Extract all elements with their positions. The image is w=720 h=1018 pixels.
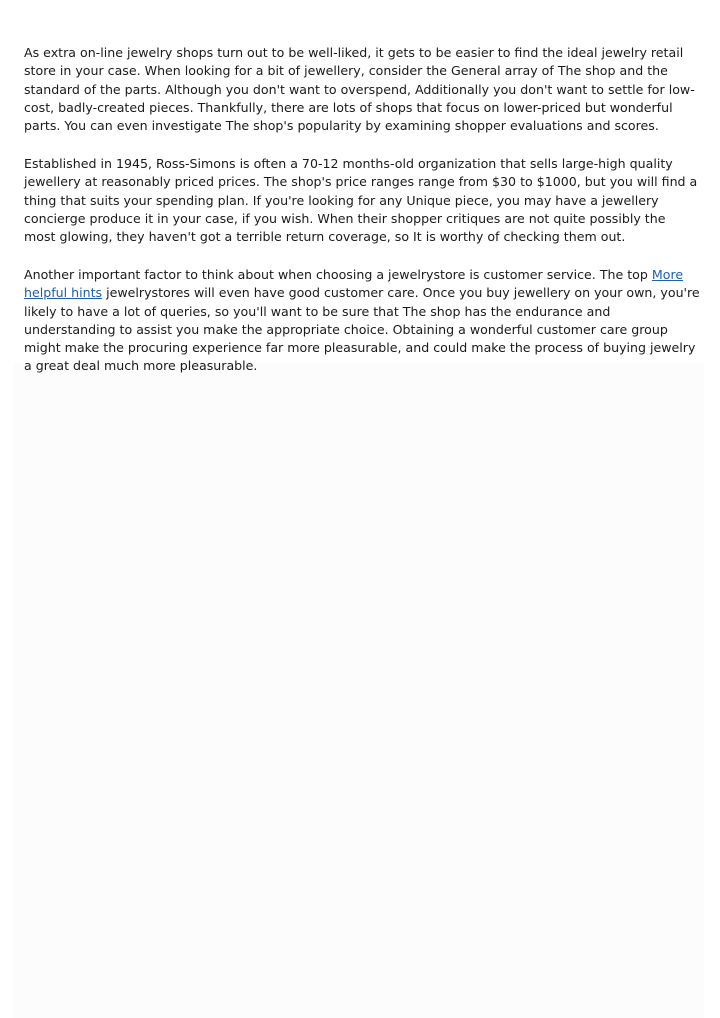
- more-helpful-hints-link[interactable]: More helpful hints: [24, 266, 684, 301]
- paragraph-intro: As extra on-line jewelry shops turn out to be well-liked, it gets to be easier to find the ideal jewelry retail store in your case. When looking for a bit of jewellery, consider the General array of The shop and the standard of the parts. Although you don't want to overspend, Additionally you don't want to settle for low-cost, badly-created pieces. Thankfully, there are lots of shops that focus on lower-priced but wonderful parts. You can even investigate The shop's popularity by examining shopper evaluations and scores.: [24, 45, 695, 134]
- article-body: [24, 44, 700, 395]
- paragraph-text-after-link: jewelrystores will even have good customer care. Once you buy jewellery on your own, you're likely to have a lot of queries, so you'll want to be sure that The shop has the endurance and understanding to assist you make the appropriate choice. Obtaining a wonderful customer care group might make the procuring experience far more pleasurable, and could make the process of buying jewelry a great deal much more pleasurable.: [24, 285, 700, 374]
- paragraph-text-before-link: Another important factor to think about when choosing a jewelrystore is customer service. The top: [24, 266, 652, 282]
- paragraph-customer-service: [24, 266, 700, 376]
- page-background-panel: [14, 362, 704, 1018]
- paragraph-ross-simons: Established in 1945, Ross-Simons is often a 70-12 months-old organization that sells large-high quality jewellery at reasonably priced prices. The shop's price ranges range from $30 to $1000, but you will find a thing that suits your spending plan. If you're looking for any Unique piece, you may have a jewellery concierge produce it in your case, if you wish. When their shopper critiques are not quite possibly the most glowing, they haven't got a terrible return coverage, so It is worthy of checking them out.: [24, 155, 698, 245]
